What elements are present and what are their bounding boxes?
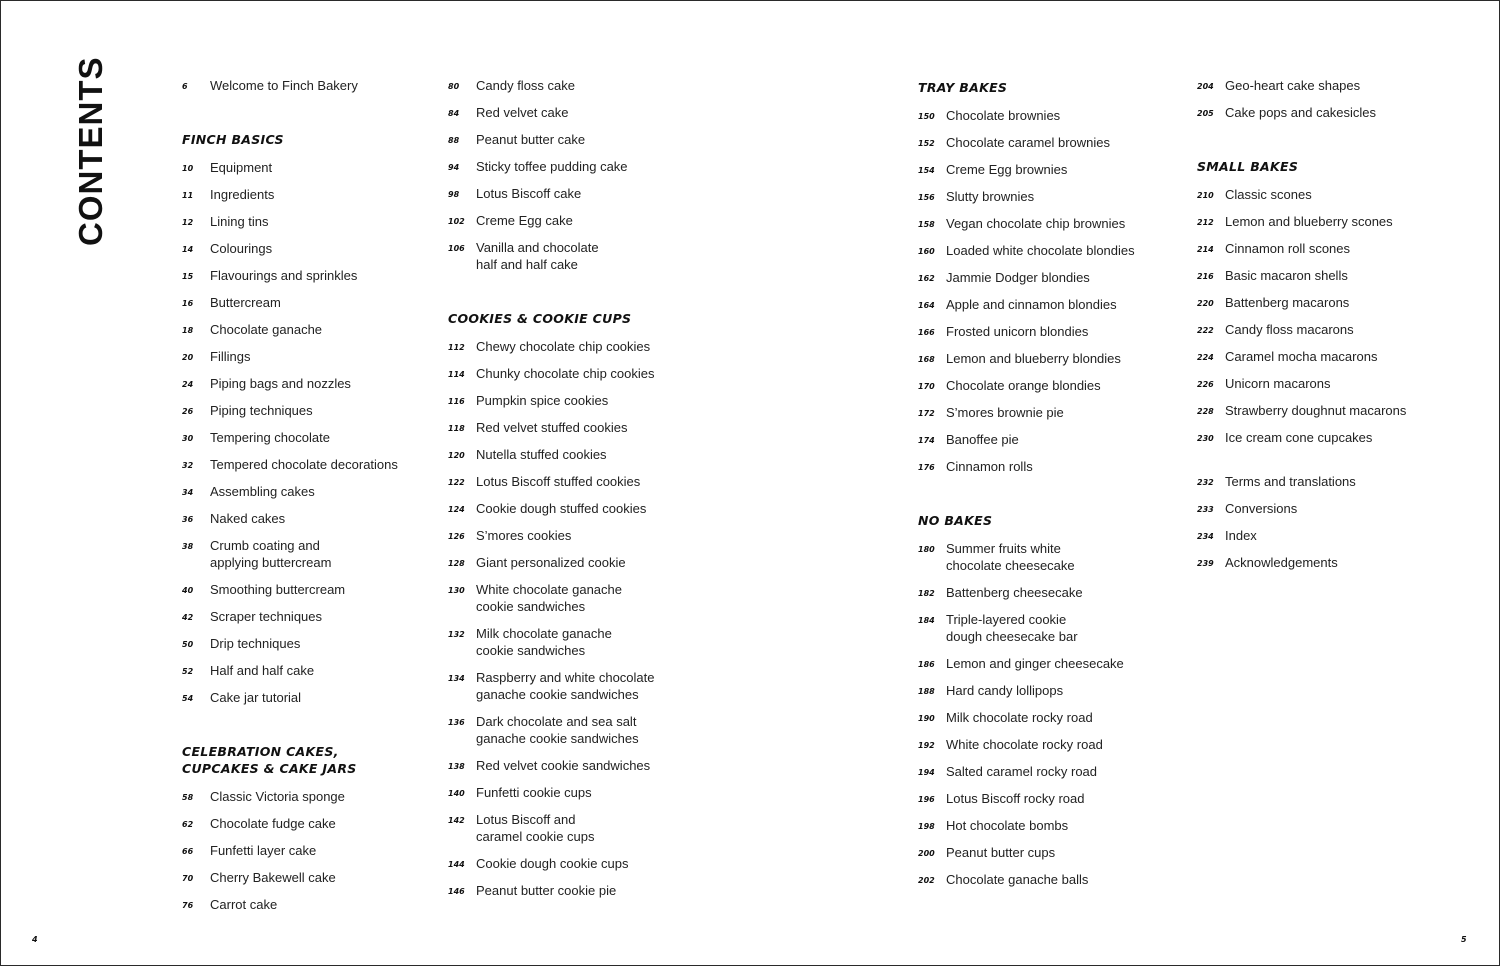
page-number: 118 bbox=[448, 424, 465, 433]
page-number: 26 bbox=[182, 407, 194, 416]
entry-title: Welcome to Finch Bakery bbox=[210, 78, 358, 93]
entry-title: Tempering chocolate bbox=[210, 430, 330, 445]
page-number-left: 4 bbox=[32, 935, 38, 944]
entry-title: White chocolate rocky road bbox=[946, 737, 1103, 752]
section-heading: COOKIES & COOKIE CUPS bbox=[448, 311, 632, 326]
entry-title: Peanut butter cookie pie bbox=[476, 883, 617, 898]
page-number: 52 bbox=[182, 667, 194, 676]
page-number: 174 bbox=[918, 436, 935, 445]
entry-title: Red velvet cookie sandwiches bbox=[476, 758, 651, 773]
entry-title: Lemon and ginger cheesecake bbox=[946, 656, 1124, 671]
entry-title: Funfetti cookie cups bbox=[476, 785, 592, 800]
entry-title: Funfetti layer cake bbox=[210, 843, 317, 858]
entry-title: Battenberg cheesecake bbox=[946, 585, 1083, 600]
page-number: 130 bbox=[448, 586, 465, 595]
entry-title: S’mores brownie pie bbox=[946, 405, 1064, 420]
page-number: 84 bbox=[448, 109, 460, 118]
section-heading: NO BAKES bbox=[918, 513, 993, 528]
page-number: 192 bbox=[918, 741, 935, 750]
entry-title: Red velvet stuffed cookies bbox=[476, 420, 628, 435]
page-number: 188 bbox=[918, 687, 935, 696]
page-number: 16 bbox=[182, 299, 194, 308]
page-number: 32 bbox=[182, 461, 194, 470]
entry-title: Chocolate fudge cake bbox=[210, 816, 336, 831]
entry-title: Dark chocolate and sea salt ganache cookie sandwiches bbox=[476, 714, 639, 746]
entry-title: Strawberry doughnut macarons bbox=[1225, 403, 1407, 418]
page-number: 146 bbox=[448, 887, 465, 896]
entry-title: Cinnamon roll scones bbox=[1225, 241, 1351, 256]
section-heading: FINCH BASICS bbox=[182, 132, 284, 147]
page-number: 182 bbox=[918, 589, 935, 598]
page-number: 12 bbox=[182, 218, 194, 227]
entry-title: Sticky toffee pudding cake bbox=[476, 159, 628, 174]
entry-title: Cookie dough cookie cups bbox=[476, 856, 629, 871]
page-number: 154 bbox=[918, 166, 935, 175]
entry-title: Chewy chocolate chip cookies bbox=[476, 339, 651, 354]
page-number: 210 bbox=[1197, 191, 1214, 200]
contents-title: CONTENTS bbox=[72, 56, 109, 246]
page-number: 120 bbox=[448, 451, 465, 460]
page-number: 222 bbox=[1197, 326, 1214, 335]
page-number: 196 bbox=[918, 795, 935, 804]
entry-title: Fillings bbox=[210, 349, 251, 364]
page-number: 40 bbox=[182, 586, 194, 595]
entry-title: Hot chocolate bombs bbox=[946, 818, 1069, 833]
entry-title: Geo-heart cake shapes bbox=[1225, 78, 1361, 93]
page-number: 76 bbox=[182, 901, 194, 910]
entry-title: Drip techniques bbox=[210, 636, 301, 651]
entry-title: Piping techniques bbox=[210, 403, 313, 418]
page-number: 184 bbox=[918, 616, 935, 625]
page-number: 152 bbox=[918, 139, 935, 148]
entry-title: Salted caramel rocky road bbox=[946, 764, 1098, 779]
entry-title: Lotus Biscoff rocky road bbox=[946, 791, 1085, 806]
page-number: 164 bbox=[918, 301, 935, 310]
page-number: 116 bbox=[448, 397, 465, 406]
entry-title: Naked cakes bbox=[210, 511, 286, 526]
page-number: 18 bbox=[182, 326, 194, 335]
entry-title: Peanut butter cups bbox=[946, 845, 1056, 860]
entry-title: Creme Egg brownies bbox=[946, 162, 1068, 177]
page-number: 170 bbox=[918, 382, 935, 391]
entry-title: Classic scones bbox=[1225, 187, 1312, 202]
entry-title: Piping bags and nozzles bbox=[210, 376, 351, 391]
entry-title: Conversions bbox=[1225, 501, 1298, 516]
page-number: 98 bbox=[448, 190, 460, 199]
page-number: 24 bbox=[182, 380, 194, 389]
page-number: 214 bbox=[1197, 245, 1214, 254]
entry-title: Pumpkin spice cookies bbox=[476, 393, 609, 408]
entry-title: Basic macaron shells bbox=[1225, 268, 1348, 283]
page-number: 6 bbox=[182, 82, 188, 91]
page-number: 176 bbox=[918, 463, 935, 472]
page-number: 70 bbox=[182, 874, 194, 883]
page-number: 230 bbox=[1197, 434, 1214, 443]
page-number: 42 bbox=[182, 613, 194, 622]
entry-title: Assembling cakes bbox=[210, 484, 315, 499]
entry-title: Slutty brownies bbox=[946, 189, 1035, 204]
entry-title: Cherry Bakewell cake bbox=[210, 870, 336, 885]
entry-title: Chocolate caramel brownies bbox=[946, 135, 1111, 150]
entry-title: Cake jar tutorial bbox=[210, 690, 302, 705]
page-number: 94 bbox=[448, 163, 460, 172]
page-number: 228 bbox=[1197, 407, 1214, 416]
page-number: 140 bbox=[448, 789, 465, 798]
entry-title: Giant personalized cookie bbox=[476, 555, 626, 570]
page-number: 102 bbox=[448, 217, 465, 226]
entry-title: Lotus Biscoff and caramel cookie cups bbox=[476, 812, 595, 844]
page-number: 36 bbox=[182, 515, 194, 524]
entry-title: Chocolate ganache balls bbox=[946, 872, 1089, 887]
page-number: 128 bbox=[448, 559, 465, 568]
page-number: 220 bbox=[1197, 299, 1214, 308]
page-number: 124 bbox=[448, 505, 465, 514]
entry-title: S’mores cookies bbox=[476, 528, 572, 543]
page-number: 106 bbox=[448, 244, 465, 253]
page-number: 34 bbox=[182, 488, 194, 497]
page-number: 122 bbox=[448, 478, 465, 487]
page-number: 142 bbox=[448, 816, 465, 825]
page-number: 162 bbox=[918, 274, 935, 283]
page-number: 200 bbox=[918, 849, 935, 858]
page-number: 50 bbox=[182, 640, 194, 649]
page-number: 14 bbox=[182, 245, 194, 254]
entry-title: Classic Victoria sponge bbox=[210, 789, 345, 804]
entry-title: Unicorn macarons bbox=[1225, 376, 1331, 391]
entry-title: Half and half cake bbox=[210, 663, 315, 678]
entry-title: Buttercream bbox=[210, 295, 281, 310]
entry-title: Loaded white chocolate blondies bbox=[946, 243, 1135, 258]
entry-title: Lemon and blueberry blondies bbox=[946, 351, 1121, 366]
entry-title: Vanilla and chocolate half and half cake bbox=[476, 240, 599, 272]
section-heading: SMALL BAKES bbox=[1197, 159, 1299, 174]
entry-title: Equipment bbox=[210, 160, 273, 175]
entry-title: Carrot cake bbox=[210, 897, 278, 912]
page-number: 10 bbox=[182, 164, 194, 173]
entry-title: Candy floss macarons bbox=[1225, 322, 1354, 337]
entry-title: Summer fruits white chocolate cheesecake bbox=[946, 541, 1075, 573]
entry-title: Lotus Biscoff stuffed cookies bbox=[476, 474, 641, 489]
entry-title: Ingredients bbox=[210, 187, 275, 202]
page-number: 232 bbox=[1197, 478, 1214, 487]
entry-title: Crumb coating and applying buttercream bbox=[210, 538, 332, 570]
page-number: 62 bbox=[182, 820, 194, 829]
page-number: 158 bbox=[918, 220, 935, 229]
page-number: 180 bbox=[918, 545, 935, 554]
page-number: 205 bbox=[1197, 109, 1214, 118]
entry-title: Battenberg macarons bbox=[1225, 295, 1350, 310]
page-number: 224 bbox=[1197, 353, 1214, 362]
entry-title: Lotus Biscoff cake bbox=[476, 186, 582, 201]
page-number: 144 bbox=[448, 860, 465, 869]
entry-title: Lemon and blueberry scones bbox=[1225, 214, 1393, 229]
entry-title: Flavourings and sprinkles bbox=[210, 268, 358, 283]
page-number: 202 bbox=[918, 876, 935, 885]
entry-title: Peanut butter cake bbox=[476, 132, 586, 147]
entry-title: White chocolate ganache cookie sandwiches bbox=[476, 582, 622, 614]
page-number: 114 bbox=[448, 370, 465, 379]
page-number: 134 bbox=[448, 674, 465, 683]
page-number: 239 bbox=[1197, 559, 1214, 568]
page-number: 30 bbox=[182, 434, 194, 443]
page-number: 160 bbox=[918, 247, 935, 256]
page-number: 54 bbox=[182, 694, 194, 703]
page-number: 166 bbox=[918, 328, 935, 337]
entry-title: Chocolate ganache bbox=[210, 322, 323, 337]
entry-title: Candy floss cake bbox=[476, 78, 575, 93]
page-number: 226 bbox=[1197, 380, 1214, 389]
entry-title: Acknowledgements bbox=[1225, 555, 1338, 570]
entry-title: Smoothing buttercream bbox=[210, 582, 346, 597]
entry-title: Vegan chocolate chip brownies bbox=[946, 216, 1126, 231]
entry-title: Jammie Dodger blondies bbox=[946, 270, 1090, 285]
page-number: 88 bbox=[448, 136, 460, 145]
entry-title: Nutella stuffed cookies bbox=[476, 447, 607, 462]
page-number: 66 bbox=[182, 847, 194, 856]
page-number: 138 bbox=[448, 762, 465, 771]
entry-title: Cookie dough stuffed cookies bbox=[476, 501, 647, 516]
entry-title: Frosted unicorn blondies bbox=[946, 324, 1089, 339]
entry-title: Caramel mocha macarons bbox=[1225, 349, 1378, 364]
entry-title: Milk chocolate rocky road bbox=[946, 710, 1093, 725]
page-number: 150 bbox=[918, 112, 935, 121]
entry-title: Terms and translations bbox=[1225, 474, 1356, 489]
page-number: 233 bbox=[1197, 505, 1214, 514]
entry-title: Chocolate brownies bbox=[946, 108, 1061, 123]
entry-title: Banoffee pie bbox=[946, 432, 1019, 447]
section-heading: TRAY BAKES bbox=[918, 80, 1008, 95]
page-number: 186 bbox=[918, 660, 935, 669]
entry-title: Cake pops and cakesicles bbox=[1225, 105, 1377, 120]
page-number: 168 bbox=[918, 355, 935, 364]
entry-title: Chocolate orange blondies bbox=[946, 378, 1101, 393]
page-number: 234 bbox=[1197, 532, 1214, 541]
entry-title: Milk chocolate ganache cookie sandwiches bbox=[476, 626, 612, 658]
page-number: 132 bbox=[448, 630, 465, 639]
entry-title: Red velvet cake bbox=[476, 105, 569, 120]
page-number: 58 bbox=[182, 793, 194, 802]
entry-title: Tempered chocolate decorations bbox=[210, 457, 398, 472]
page-number: 198 bbox=[918, 822, 935, 831]
page-number: 38 bbox=[182, 542, 194, 551]
entry-title: Lining tins bbox=[210, 214, 269, 229]
entry-title: Hard candy lollipops bbox=[946, 683, 1064, 698]
section-heading: CELEBRATION CAKES, CUPCAKES & CAKE JARS bbox=[182, 744, 357, 776]
page-number: 216 bbox=[1197, 272, 1214, 281]
entry-title: Apple and cinnamon blondies bbox=[946, 297, 1117, 312]
page-number: 172 bbox=[918, 409, 935, 418]
page-number: 156 bbox=[918, 193, 935, 202]
entry-title: Creme Egg cake bbox=[476, 213, 573, 228]
entry-title: Chunky chocolate chip cookies bbox=[476, 366, 655, 381]
page-number: 194 bbox=[918, 768, 935, 777]
entry-title: Cinnamon rolls bbox=[946, 459, 1033, 474]
page-number-right: 5 bbox=[1461, 935, 1467, 944]
entry-title: Scraper techniques bbox=[210, 609, 323, 624]
page-number: 136 bbox=[448, 718, 465, 727]
page-number: 80 bbox=[448, 82, 460, 91]
page-number: 11 bbox=[182, 191, 194, 200]
page-number: 212 bbox=[1197, 218, 1214, 227]
page-number: 126 bbox=[448, 532, 465, 541]
entry-title: Colourings bbox=[210, 241, 273, 256]
entry-title: Triple-layered cookie dough cheesecake bar bbox=[946, 612, 1078, 644]
page-number: 15 bbox=[182, 272, 194, 281]
entry-title: Raspberry and white chocolate ganache cookie sandwiches bbox=[476, 670, 655, 702]
page-number: 20 bbox=[182, 353, 194, 362]
page-number: 112 bbox=[448, 343, 465, 352]
page-number: 204 bbox=[1197, 82, 1214, 91]
entry-title: Index bbox=[1225, 528, 1257, 543]
entry-title: Ice cream cone cupcakes bbox=[1225, 430, 1373, 445]
page-number: 190 bbox=[918, 714, 935, 723]
